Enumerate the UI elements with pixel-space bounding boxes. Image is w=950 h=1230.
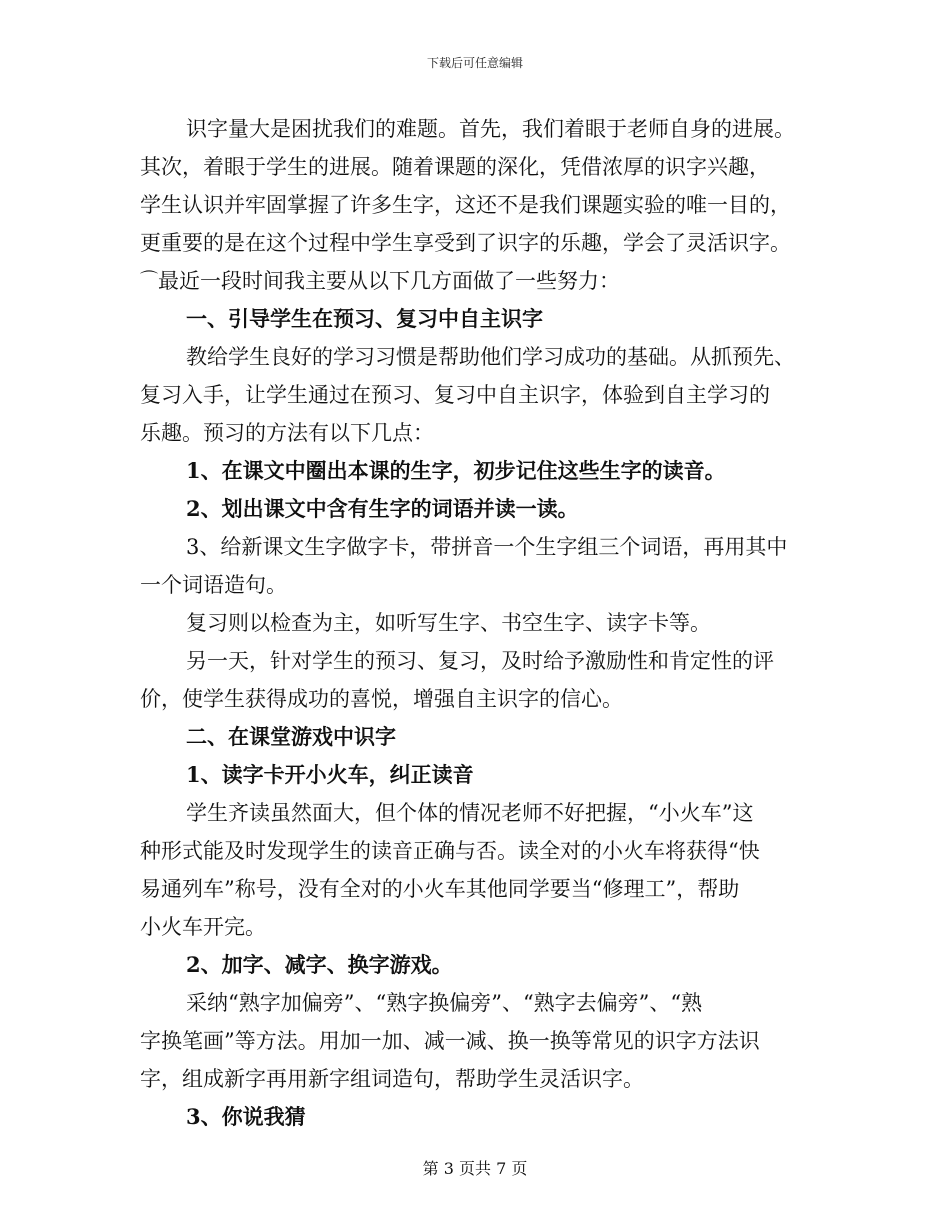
paragraph-line: 字，组成新字再用新字组词造句，帮助学生灵活识字。: [140, 1067, 644, 1091]
paragraph-line: 其次，着眼于学生的进展。随着课题的深化，凭借浓厚的识字兴趣，: [140, 155, 770, 179]
list-item: 3、给新课文生字做字卡，带拼音一个生字组三个词语，再用其中: [186, 535, 788, 559]
paragraph-line-with-mark: [140, 262, 810, 300]
paragraph-line: 识字量大是困扰我们的难题。首先，我们着眼于老师自身的进展。: [186, 117, 795, 141]
paragraph-line: 易通列车”称号，没有全对的小火车其他同学要当“修理工”，帮助: [140, 877, 740, 901]
document-body: [140, 110, 810, 1136]
page-footer: 第 3 页共 7 页: [422, 1159, 528, 1178]
paragraph-line: 价，使学生获得成功的喜悦，增强自主识字的信心。: [140, 687, 623, 711]
paragraph-line: 学生齐读虽然面大，但个体的情况老师不好把握，“小火车”这: [186, 801, 754, 825]
paragraph-line: 学生认识并牢固掌握了许多生字，这还不是我们课题实验的唯一目的，: [140, 193, 791, 217]
subsection-heading: 3、你说我猜: [186, 1104, 306, 1129]
paragraph-line: 更重要的是在这个过程中学生享受到了识字的乐趣，学会了灵活识字。: [140, 231, 791, 255]
paragraph-line: 字换笔画”等方法。用加一加、减一减、换一换等常见的识字方法识: [140, 1029, 760, 1053]
paragraph-line-text: 最近一段时间我主要从以下几方面做了一些努力：: [158, 269, 620, 293]
margin-mark-icon: ⌒: [140, 270, 158, 291]
page-header: 下载后可任意编辑: [426, 56, 523, 70]
paragraph-line: 小火车开完。: [140, 915, 266, 939]
paragraph-line: 采纳“熟字加偏旁”、“熟字换偏旁”、“熟字去偏旁”、“熟: [186, 991, 703, 1015]
paragraph-line: 复习入手，让学生通过在预习、复习中自主识字，体验到自主学习的: [140, 383, 770, 407]
section-heading: 二、在课堂游戏中识字: [186, 724, 396, 749]
paragraph-line: 复习则以检查为主，如听写生字、书空生字、读字卡等。: [186, 611, 711, 635]
paragraph-line: 乐趣。预习的方法有以下几点：: [140, 421, 434, 445]
section-heading: 一、引导学生在预习、复习中自主识字: [186, 306, 543, 331]
list-item: 2、划出课文中含有生字的词语并读一读。: [186, 496, 579, 521]
paragraph-line: 另一天，针对学生的预习、复习，及时给予激励性和肯定性的评: [186, 649, 774, 673]
subsection-heading: 1、读字卡开小火车，纠正读音: [186, 762, 474, 787]
subsection-heading: 2、加字、减字、换字游戏。: [186, 952, 453, 977]
paragraph-line: 种形式能及时发现学生的读音正确与否。读全对的小火车将获得“快: [140, 839, 760, 863]
paragraph-line: 教给学生良好的学习习惯是帮助他们学习成功的基础。从抓预先、: [186, 345, 795, 369]
paragraph-line: 一个词语造句。: [140, 573, 287, 597]
list-item: 1、在课文中圈出本课的生字，初步记住这些生字的读音。: [186, 458, 726, 483]
